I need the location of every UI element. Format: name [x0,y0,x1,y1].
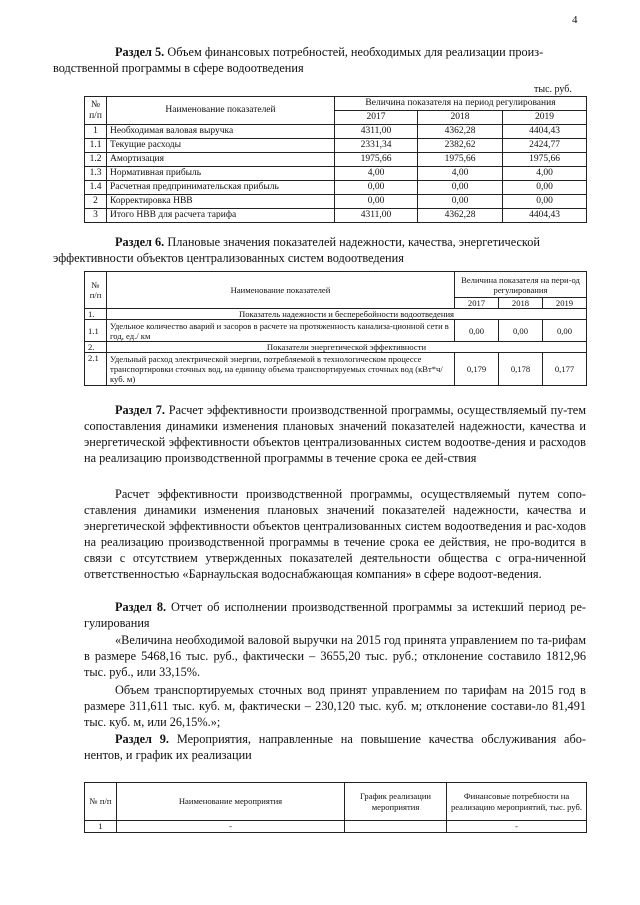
table-row [85,209,587,223]
s6-head-value: Величина показателя на пери-од регулирования [455,272,587,298]
s5-cell-value: 1975,66 [335,153,418,167]
s5-cell-value: 4311,00 [335,125,418,139]
section8-para2: Объем транспортируемых сточных вод принят управлением по тарифам на 2015 год в размере 311,611 тыс. куб. м, фактически – 230,120 тыс. куб. м; отклонение состави-ло 81,491 тыс. куб. м, или 26,15%.»; [84,683,586,729]
section6-title-line2: эффективности объектов централизованных систем водоотведения [53,251,404,265]
s5-cell-no: 3 [85,209,107,223]
s6-year: 2017 [455,298,499,309]
table-row [85,353,587,386]
s5-cell-name: Амортизация [107,153,335,167]
s5-head-name: Наименование показателей [107,97,335,125]
s6-head-no: № п/п [85,272,107,309]
s9-cell-name: - [117,821,345,833]
s6-row21-value: 0,177 [543,353,587,386]
s5-cell-no: 1 [85,125,107,139]
s6-row11-no: 1.1 [85,320,107,342]
s5-cell-value: 2424,77 [503,139,587,153]
s5-cell-name: Нормативная прибыль [107,167,335,181]
s5-cell-value: 0,00 [418,195,503,209]
s5-cell-value: 0,00 [335,181,418,195]
s9-head-no: № п/п [85,783,117,821]
s5-cell-no: 1.4 [85,181,107,195]
s5-cell-value: 4311,00 [335,209,418,223]
s5-head-value: Величина показателя на период регулирования [335,97,587,111]
s5-cell-name: Необходимая валовая выручка [107,125,335,139]
s9-cell-schedule [345,821,447,833]
s6-row21-no: 2.1 [85,353,107,386]
s5-cell-no: 1.3 [85,167,107,181]
section9-title: Мероприятия, направленные на повышение качества обслуживания або-нентов, и график их реализации [84,732,586,762]
section5-title-line1: Объем финансовых потребностей, необходимых для реализации произ- [167,45,544,59]
s6-year: 2019 [543,298,587,309]
s5-cell-value: 1975,66 [503,153,587,167]
s6-group1-no: 1. [85,309,107,320]
table-row [85,309,587,320]
s5-cell-no: 1.1 [85,139,107,153]
s5-cell-value: 4,00 [418,167,503,181]
section9-label: Раздел 9. [115,732,169,746]
s6-row11-value: 0,00 [543,320,587,342]
section5-heading [53,44,586,76]
section8-title: Отчет об исполнении производственной программы за истекший период ре-гулирования [84,600,586,630]
s5-cell-no: 2 [85,195,107,209]
section7-para1 [84,402,586,466]
s9-head-name: Наименование мероприятия [117,783,345,821]
s5-cell-name: Текущие расходы [107,139,335,153]
s6-group2-no: 2. [85,342,107,353]
table-row [85,821,587,833]
s6-row21-value: 0,179 [455,353,499,386]
section6-title-line1: Плановые значения показателей надежности, качества, энергетической [167,235,541,249]
s5-cell-value: 4404,43 [503,125,587,139]
s5-cell-value: 0,00 [418,181,503,195]
page-number: 4 [572,14,578,26]
s6-group2-title: Показатели энергетической эффективности [107,342,587,353]
s5-cell-value: 2382,62 [418,139,503,153]
table-row [85,342,587,353]
s5-cell-value: 4,00 [335,167,418,181]
section5-unit: тыс. руб. [534,84,572,95]
table-row [85,125,587,139]
s6-row11-value: 0,00 [455,320,499,342]
s5-cell-value: 1975,66 [418,153,503,167]
s5-cell-value: 0,00 [503,195,587,209]
section5-label: Раздел 5. [115,45,165,59]
s5-cell-no: 1.2 [85,153,107,167]
s6-row11-value: 0,00 [499,320,543,342]
section7-label: Раздел 7. [115,403,165,417]
section6-table [84,271,587,386]
section9-table [84,782,587,833]
s9-cell-finance: - [447,821,587,833]
s6-row11-name: Удельное количество аварий и засоров в расчете на протяженность канализа-ционной сети в год, ед./ км [107,320,455,342]
section8-para1: «Величина необходимой валовой выручки на 2015 год принята управлением по та-рифам в размере 5468,16 тыс. руб., фактически – 3655,20 тыс. руб.; отклонение составило 1812,96 тыс. руб., или 33,15%. [84,633,586,679]
table-row [85,195,587,209]
s6-row21-name: Удельный расход электрической энергии, потребляемой в технологическом процессе транспортировки сточных вод, на единицу объема транспортируемых сточных вод (кВт*ч/ куб. м) [107,353,455,386]
section7-para2: Расчет эффективности производственной программы, осуществляемый путем сопо-ставления динамики изменения плановых значений показателей надежности, качества и энергетической эффективности объектов централизованных систем водоотведения и рас-ходов на реализацию производственной программы в течение срока ее действия, не про-водится в связи с отсутствием утвержденных показателей деятельности общества с огра-ниченной ответственностью «Барнаульская водоснабжающая компания» в сфере водоот-ведения. [84,487,586,581]
s6-head-name: Наименование показателей [107,272,455,309]
s5-year: 2019 [503,111,587,125]
s6-group1-title: Показатель надежности и бесперебойности водоотведения [107,309,587,320]
s9-head-finance: Финансовые потребности на реализацию мероприятий, тыс. руб. [447,783,587,821]
s5-cell-value: 0,00 [335,195,418,209]
section6-label: Раздел 6. [115,235,165,249]
s5-cell-name: Расчетная предпринимательская прибыль [107,181,335,195]
s5-cell-value: 4,00 [503,167,587,181]
s5-year: 2017 [335,111,418,125]
s6-year: 2018 [499,298,543,309]
s5-head-no: № п/п [85,97,107,125]
section5-table [84,96,587,223]
s5-cell-name: Итого НВВ для расчета тарифа [107,209,335,223]
section7-text1: Расчет эффективности производственной программы, осуществляемый пу-тем сопоставления динамики изменения плановых значений показателей надежности, качества и энергетической эффективности объектов централизованных систем водоотве-дения и расходов на реализацию производственной программы в течение срока ее дей-ствия [84,403,587,465]
section8-heading [84,599,586,631]
s5-cell-value: 4362,28 [418,125,503,139]
s5-cell-value: 4362,28 [418,209,503,223]
s5-cell-value: 0,00 [503,181,587,195]
section6-heading [53,234,586,266]
s5-year: 2018 [418,111,503,125]
s5-cell-name: Корректировка НВВ [107,195,335,209]
s5-cell-value: 4404,43 [503,209,587,223]
table-row [85,320,587,342]
s9-head-schedule: График реализации мероприятия [345,783,447,821]
s6-row21-value: 0,178 [499,353,543,386]
section5-title-line2: водственной программы в сфере водоотведения [53,61,304,75]
s5-cell-value: 2331,34 [335,139,418,153]
table-row [85,139,587,153]
s9-cell-no: 1 [85,821,117,833]
section8-label: Раздел 8. [115,600,167,614]
table-row [85,181,587,195]
table-row [85,153,587,167]
table-row [85,167,587,181]
section9-heading [84,731,586,763]
